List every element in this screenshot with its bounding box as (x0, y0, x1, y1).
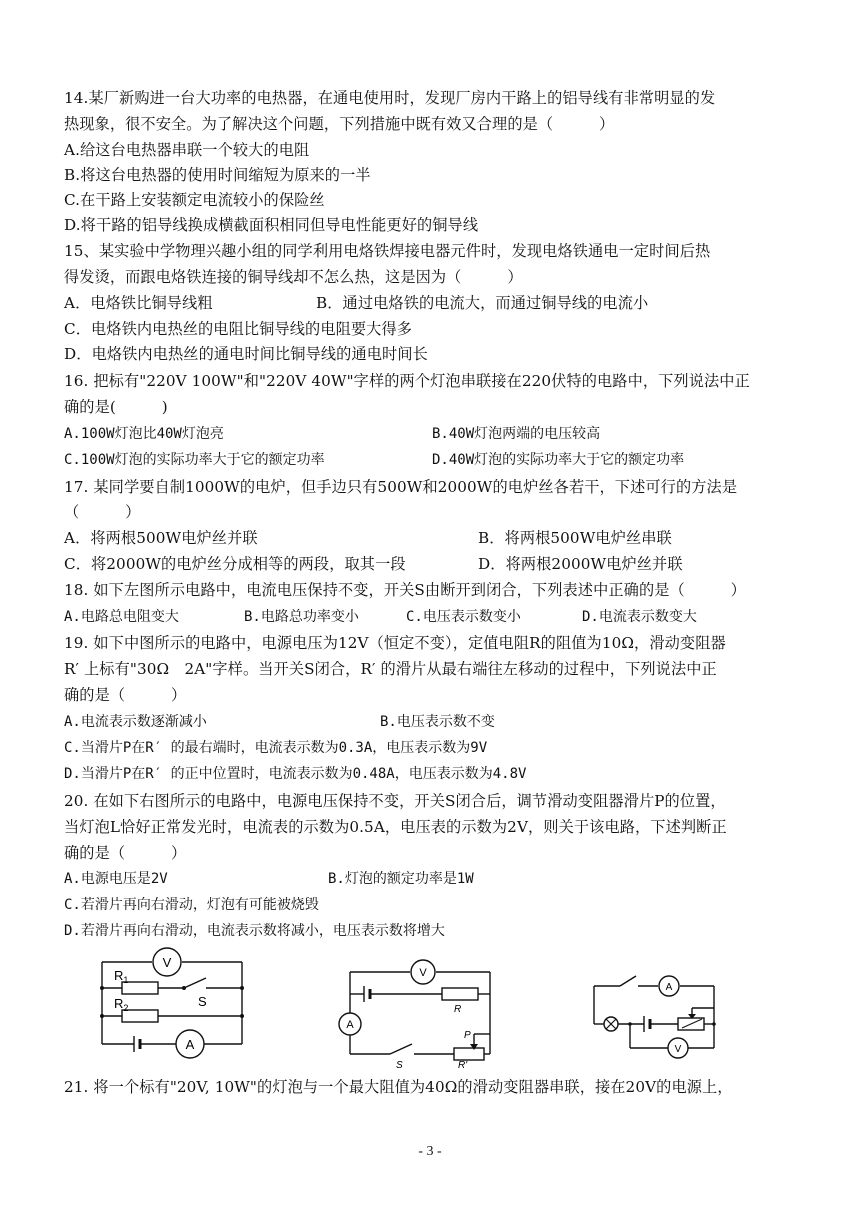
q20-stem-line1: 20. 在如下右图所示的电路中，电源电压保持不变，开关S闭合后，调节滑动变阻器滑片P的位置， (64, 792, 726, 810)
q18-option-a: A.电路总电阻变大 (64, 609, 179, 625)
q19-stem-line1: 19. 如下中图所示的电路中，电源电压为12V（恒定不变），定值电阻R的阻值为10Ω，滑动变阻器 (64, 634, 726, 652)
circuit-left-svg (94, 944, 254, 1064)
ammeter-label: A (346, 1019, 354, 1031)
q20-option-b: B.灯泡的额定功率是1W (328, 871, 474, 887)
resistor-r1-label: $R_1$ (114, 968, 129, 985)
q15-stem-line2: 得发烫，而跟电烙铁连接的铜导线却不怎么热，这是因为（ ） (64, 268, 523, 286)
switch-s-label: S (198, 994, 207, 1009)
q14-stem-line1: 14.某厂新购进一台大功率的电热器，在通电使用时，发现厂房内干路上的铝导线有非常明显的发 (64, 89, 716, 107)
ammeter-label: A (665, 982, 673, 993)
q19-option-a: A.电流表示数逐渐减小 (64, 714, 207, 730)
q18-option-d: D.电流表示数变大 (582, 609, 697, 625)
q14-option-b: B.将这台电热器的使用时间缩短为原来的一半 (64, 166, 371, 184)
q19-option-d: D.当滑片P在R′ 的正中位置时，电流表示数为0.48A，电压表示数为4.8V (64, 766, 527, 782)
q17-option-a: A．将两根500W电炉丝并联 (64, 529, 258, 547)
circuit-right-svg (586, 956, 726, 1066)
q20-option-a: A.电源电压是2V (64, 871, 168, 887)
circuit-figure-right (586, 956, 726, 1066)
q19-option-c: C.当滑片P在R′ 的最右端时，电流表示数为0.3A，电压表示数为9V (64, 740, 488, 756)
q17-stem-line2: （ ） (64, 503, 141, 521)
q19-stem-line2: R′ 上标有"30Ω 2A"字样。当开关S闭合，R′ 的滑片从最右端往左移动的过程中，下列说法中正 (64, 660, 717, 678)
q16-option-b: B.40W灯泡两端的电压较高 (432, 426, 601, 442)
q14-option-d: D.将干路的铝导线换成横截面积相同但导电性能更好的铜导线 (64, 216, 479, 234)
lamp-icon (604, 1017, 618, 1031)
q16-option-c: C.100W灯泡的实际功率大于它的额定功率 (64, 452, 325, 468)
q20-option-d: D.若滑片再向右滑动，电流表示数将减小，电压表示数将增大 (64, 923, 445, 939)
voltmeter-label: V (162, 955, 172, 970)
q14-stem-line2: 热现象，很不安全。为了解决这个问题，下列措施中既有效又合理的是（ ） (64, 115, 615, 133)
q14-option-c: C.在干路上安装额定电流较小的保险丝 (64, 191, 325, 209)
q18-stem-line1: 18. 如下左图所示电路中，电流电压保持不变，开关S由断开到闭合，下列表述中正确的是（ ） (64, 581, 746, 599)
q19-stem-line3: 确的是（ ） (64, 686, 187, 704)
q17-option-d: D．将两根2000W电炉丝并联 (478, 555, 683, 573)
q19-option-b: B.电压表示数不变 (380, 714, 495, 730)
q16-stem-line1: 16. 把标有"220V 100W"和"220V 40W"字样的两个灯泡串联接在220伏特的电路中，下列说法中正 (64, 372, 750, 390)
resistor-r-label: R (454, 1004, 462, 1015)
circuit-figure-left (94, 944, 254, 1064)
voltmeter-label: V (419, 967, 427, 979)
q20-stem-line3: 确的是（ ） (64, 844, 187, 862)
slider-p-label: P (464, 1030, 471, 1041)
q21-stem-line1: 21. 将一个标有"20V, 10W"的灯泡与一个最大阻值为40Ω的滑动变阻器串联，接在20V的电源上， (64, 1078, 733, 1096)
q20-stem-line2: 当灯泡L恰好正常发光时，电流表的示数为0.5A，电压表的示数为2V，则关于该电路，下述判断正 (64, 818, 727, 836)
q15-stem-line1: 15、某实验中学物理兴趣小组的同学利用电烙铁焊接电器元件时，发现电烙铁通电一定时间后热 (64, 242, 711, 260)
q20-option-c: C.若滑片再向右滑动，灯泡有可能被烧毁 (64, 897, 319, 913)
q16-option-d: D.40W灯泡的实际功率大于它的额定功率 (432, 452, 685, 468)
resistor-r2-label: $R_2$ (114, 996, 129, 1013)
q15-option-a: A．电烙铁比铜导线粗 (64, 294, 213, 312)
circuit-figure-middle (334, 948, 504, 1070)
q17-stem-line1: 17. 某同学要自制1000W的电炉，但手边只有500W和2000W的电炉丝各若干，下述可行的方法是 (64, 478, 738, 496)
page-number: - 3 - (418, 1144, 442, 1159)
switch-s-label: S (396, 1060, 403, 1070)
circuit-middle-svg (334, 948, 504, 1070)
voltmeter-label: V (674, 1044, 682, 1055)
q15-option-d: D．电烙铁内电热丝的通电时间比铜导线的通电时间长 (64, 345, 428, 363)
q18-option-c: C.电压表示数变小 (406, 609, 521, 625)
q14-option-a: A.给这台电热器串联一个较大的电阻 (64, 141, 310, 159)
q17-option-b: B．将两根500W电炉丝串联 (478, 529, 672, 547)
q18-option-b: B.电路总功率变小 (244, 609, 359, 625)
q15-option-b: B．通过电烙铁的电流大，而通过铜导线的电流小 (316, 294, 649, 312)
q17-option-c: C．将2000W的电炉丝分成相等的两段，取其一段 (64, 555, 406, 573)
q16-stem-line2: 确的是( ) (64, 398, 168, 416)
rheostat-label: R' (458, 1060, 468, 1070)
q15-option-c: C．电烙铁内电热丝的电阻比铜导线的电阻要大得多 (64, 320, 413, 338)
q16-option-a: A.100W灯泡比40W灯泡亮 (64, 426, 224, 442)
ammeter-label: A (185, 1037, 195, 1052)
